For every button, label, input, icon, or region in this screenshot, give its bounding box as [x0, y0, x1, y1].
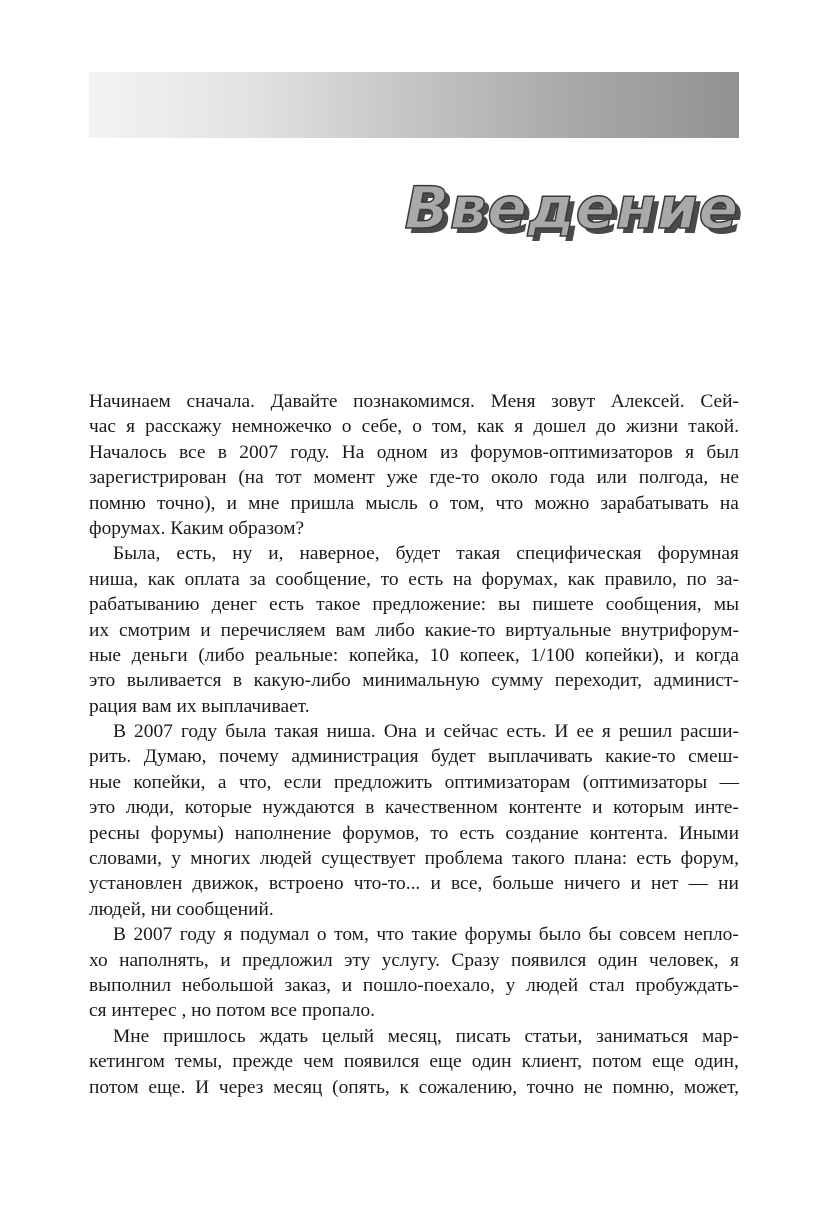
paragraph	[89, 719, 739, 922]
text-line: Началось все в 2007 году. На одном из форумов-оптимизаторов я был	[89, 441, 739, 463]
text-line: их смотрим и перечисляем вам либо какие-то виртуальные внутрифорум-	[89, 619, 739, 641]
text-line: кетингом темы, прежде чем появился еще один клиент, потом еще один,	[89, 1051, 739, 1073]
paragraph	[89, 922, 739, 1024]
text-line: В 2007 году была такая ниша. Она и сейчас есть. И ее я решил расши-	[113, 721, 739, 743]
text-line: Была, есть, ну и, наверное, будет такая специфическая форумная	[113, 543, 739, 565]
text-line: словами, у многих людей существует проблема такого плана: есть форум,	[89, 848, 739, 870]
chapter-header-band	[89, 72, 739, 138]
chapter-body	[89, 389, 739, 1100]
text-line: потом еще. И через месяц (опять, к сожалению, точно не помню, может,	[89, 1076, 739, 1098]
text-line: рация вам их выплачивает.	[89, 695, 310, 717]
paragraph	[89, 389, 739, 541]
text-line: час я расскажу немножечко о себе, о том, как я дошел до жизни такой.	[89, 416, 739, 438]
text-line: Начинаем сначала. Давайте познакомимся. Меня зовут Алексей. Сей-	[89, 391, 739, 412]
text-line: ные копейки, а что, если предложить оптимизаторам (оптимизаторы —	[89, 771, 739, 793]
text-line: людей, ни сообщений.	[89, 898, 274, 920]
text-line: помню точно), и мне пришла мысль о том, что можно зарабатывать на	[89, 492, 739, 514]
text-line: Мне пришлось ждать целый месяц, писать статьи, заниматься мар-	[113, 1025, 739, 1047]
text-line: зарегистрирован (на тот момент уже где-то около года или полгода, не	[89, 467, 739, 489]
text-line: В 2007 году я подумал о том, что такие форумы было бы совсем непло-	[113, 924, 739, 946]
text-line: форумах. Каким образом?	[89, 517, 305, 539]
text-line: выполнил небольшой заказ, и пошло-поехало, у людей стал пробуждать-	[89, 974, 739, 996]
text-line: ресны форумы) наполнение форумов, то есть создание контента. Иными	[89, 822, 739, 844]
text-line: установлен движок, встроено что-то... и все, больше ничего и нет — ни	[89, 873, 739, 895]
text-line: хо наполнять, и предложил эту услугу. Сразу появился один человек, я	[89, 949, 739, 971]
text-line: рабатыванию денег есть такое предложение: вы пишете сообщения, мы	[89, 594, 739, 616]
chapter-title: Введение	[404, 174, 739, 242]
text-line: ниша, как оплата за сообщение, то есть на форумах, как правило, по за-	[89, 568, 739, 590]
text-line: это выливается в какую-либо минимальную сумму переходит, админист-	[89, 670, 739, 692]
text-line: рить. Думаю, почему администрация будет выплачивать какие-то смеш-	[89, 746, 739, 768]
text-line: ные деньги (либо реальные: копейка, 10 копеек, 1/100 копейки), и когда	[89, 644, 739, 666]
text-line: это люди, которые нуждаются в качественном контенте и которым инте-	[89, 797, 739, 819]
paragraph	[89, 541, 739, 719]
paragraph	[89, 1024, 739, 1100]
text-line: ся интерес , но потом все пропало.	[89, 1000, 376, 1022]
